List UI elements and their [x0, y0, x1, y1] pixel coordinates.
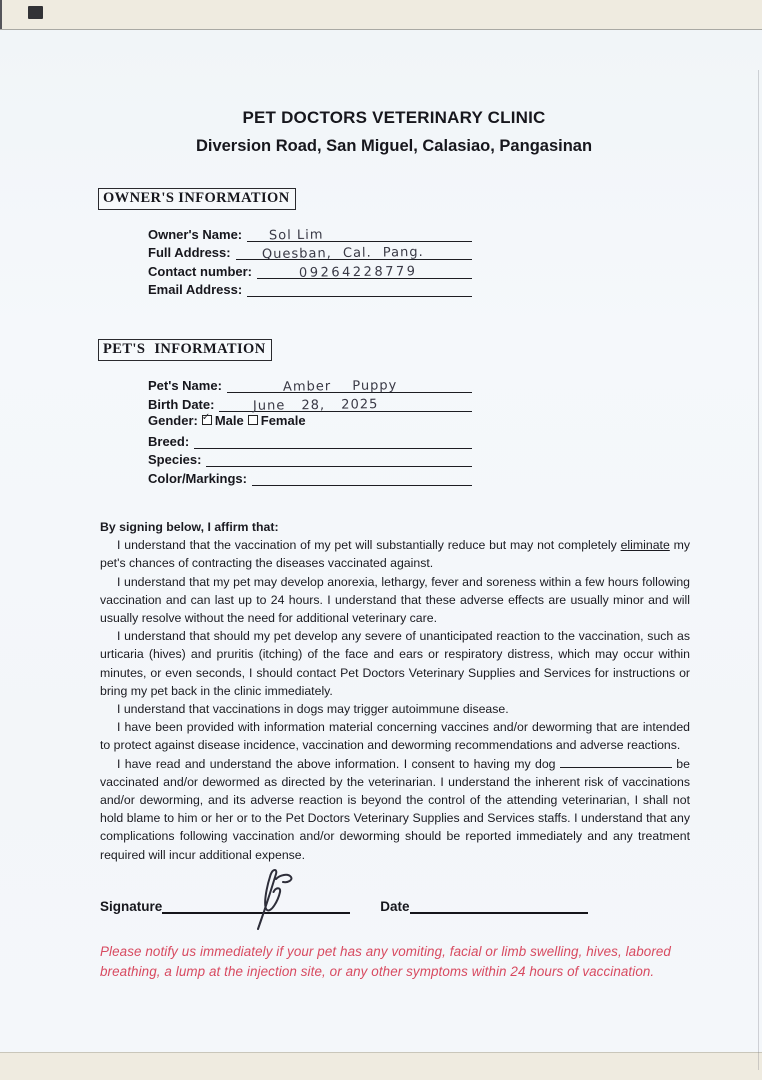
- owner-name-field: [148, 223, 472, 242]
- paragraph-text: my pet's chances of contracting the diseases vaccinated against.: [100, 538, 691, 571]
- scan-edge-shadow: [0, 0, 2, 29]
- owner-fields: [148, 223, 472, 297]
- affirmation-paragraph-3: I understand that should my pet develop any severe of unanticipated reaction to the vaccination, such as urticaria (hives) and pruritis (itching) of the face and ears or respiratory distress, which may occur within minutes, or even seconds, I should contact Pet Doctors Veterinary Supplies and Services for instructions or bring my pet back in the clinic immediately.: [100, 629, 690, 698]
- female-label: Female: [260, 413, 306, 429]
- pet-information-heading: PET'S INFORMATION: [98, 339, 272, 361]
- scan-artifact-mark: [28, 6, 43, 19]
- gender-label: Gender:: [148, 413, 198, 429]
- affirmation-paragraph-5: I have been provided with information material concerning vaccines and/or deworming that are intended to protect against disease incidence, vaccination and deworming recommendations and adverse reactions.: [100, 720, 690, 753]
- owner-name-label: Owner's Name:: [148, 226, 243, 242]
- date-label: Date: [380, 898, 410, 914]
- signature-label: Signature: [100, 898, 163, 914]
- vaccination-warning-note: Please notify us immediately if your pet has any vomiting, facial or limb swelling, hives, labored breathing, a lump at the injection site, or any other symptoms within 24 hours of vaccination.: [100, 943, 671, 980]
- paragraph-text: I have read and understand the above information. I consent to having my dog: [117, 756, 560, 771]
- form-header: [100, 108, 688, 156]
- birth-date-label: Birth Date:: [148, 396, 215, 412]
- full-address-field: [148, 242, 472, 261]
- email-address-line: [247, 280, 472, 297]
- female-checkbox: [248, 415, 258, 425]
- owner-name-handwritten-value: Sol Lim: [269, 227, 324, 243]
- color-markings-field: [148, 467, 472, 486]
- signature-line: [162, 898, 350, 914]
- affirmation-paragraph-2: I understand that my pet may develop anorexia, lethargy, fever and soreness within a few hours following vaccination and can last up to 24 hours. I understand that these adverse effects are usually minor and will usually resolve without the need for additional veterinary care.: [100, 574, 690, 625]
- owner-information-heading: OWNER'S INFORMATION: [98, 188, 296, 210]
- contact-number-handwritten-value: 09264228779: [298, 263, 418, 281]
- contact-number-label: Contact number:: [148, 263, 252, 279]
- affirmation-section: [100, 518, 690, 864]
- pet-name-field: [148, 374, 472, 393]
- clinic-address: Diversion Road, San Miguel, Calasiao, Pangasinan: [195, 137, 593, 155]
- male-label: Male: [214, 413, 244, 429]
- male-checkbox: [202, 415, 212, 425]
- email-address-field: [148, 279, 472, 298]
- email-address-label: Email Address:: [148, 282, 243, 298]
- date-line: [410, 898, 588, 914]
- pet-name-line: [227, 376, 472, 393]
- species-label: Species:: [148, 452, 202, 468]
- pet-fields: [148, 374, 472, 486]
- affirmation-paragraph-1: [100, 536, 690, 572]
- gender-field: [148, 412, 472, 431]
- owner-name-line: [247, 225, 472, 242]
- species-field: [148, 449, 472, 468]
- scanned-form-page: [0, 29, 762, 1053]
- paragraph-text: be vaccinated and/or dewormed as directed by the veterinarian. I understand the inherent risk of vaccinations and/or deworming, and its adverse reaction is beyond the control of the attending veterinarian, I shall not hold blame to him or her or to the Pet Doctors Veterinary Supplies and Services staffs. I understand that any complications following vaccination and/or deworming should be reported immediately and any treatment required will incur additional expense.: [100, 756, 690, 862]
- color-markings-label: Color/Markings:: [148, 470, 247, 486]
- handwritten-signature: [246, 865, 298, 936]
- signature-block: [100, 894, 688, 914]
- pet-name-handwritten-value: Amber Puppy: [282, 378, 398, 395]
- affirmation-intro: By signing below, I affirm that:: [100, 519, 279, 534]
- dog-name-blank-line: [560, 755, 672, 768]
- contact-number-line: [257, 262, 472, 279]
- underlined-word: eliminate: [620, 538, 670, 553]
- color-markings-line: [252, 469, 472, 486]
- breed-line: [194, 432, 472, 449]
- birth-date-line: [219, 395, 472, 412]
- paragraph-text: I understand that the vaccination of my pet will substantially reduce but may not completely: [117, 538, 621, 553]
- full-address-line: [236, 243, 472, 263]
- clinic-name-title: PET DOCTORS VETERINARY CLINIC: [242, 108, 546, 127]
- birth-date-handwritten-value: June 28, 2025: [253, 396, 379, 414]
- full-address-label: Full Address:: [148, 245, 231, 261]
- affirmation-paragraph-4: I understand that vaccinations in dogs may trigger autoimmune disease.: [117, 701, 509, 716]
- full-address-handwritten-value: Quesban, Cal. Pang.: [261, 245, 424, 263]
- birth-date-field: [148, 393, 472, 412]
- breed-label: Breed:: [148, 433, 190, 449]
- species-line: [206, 450, 472, 467]
- breed-field: [148, 430, 472, 449]
- contact-number-field: [148, 260, 472, 279]
- affirmation-paragraph-6: [100, 755, 690, 864]
- pet-name-label: Pet's Name:: [148, 377, 222, 393]
